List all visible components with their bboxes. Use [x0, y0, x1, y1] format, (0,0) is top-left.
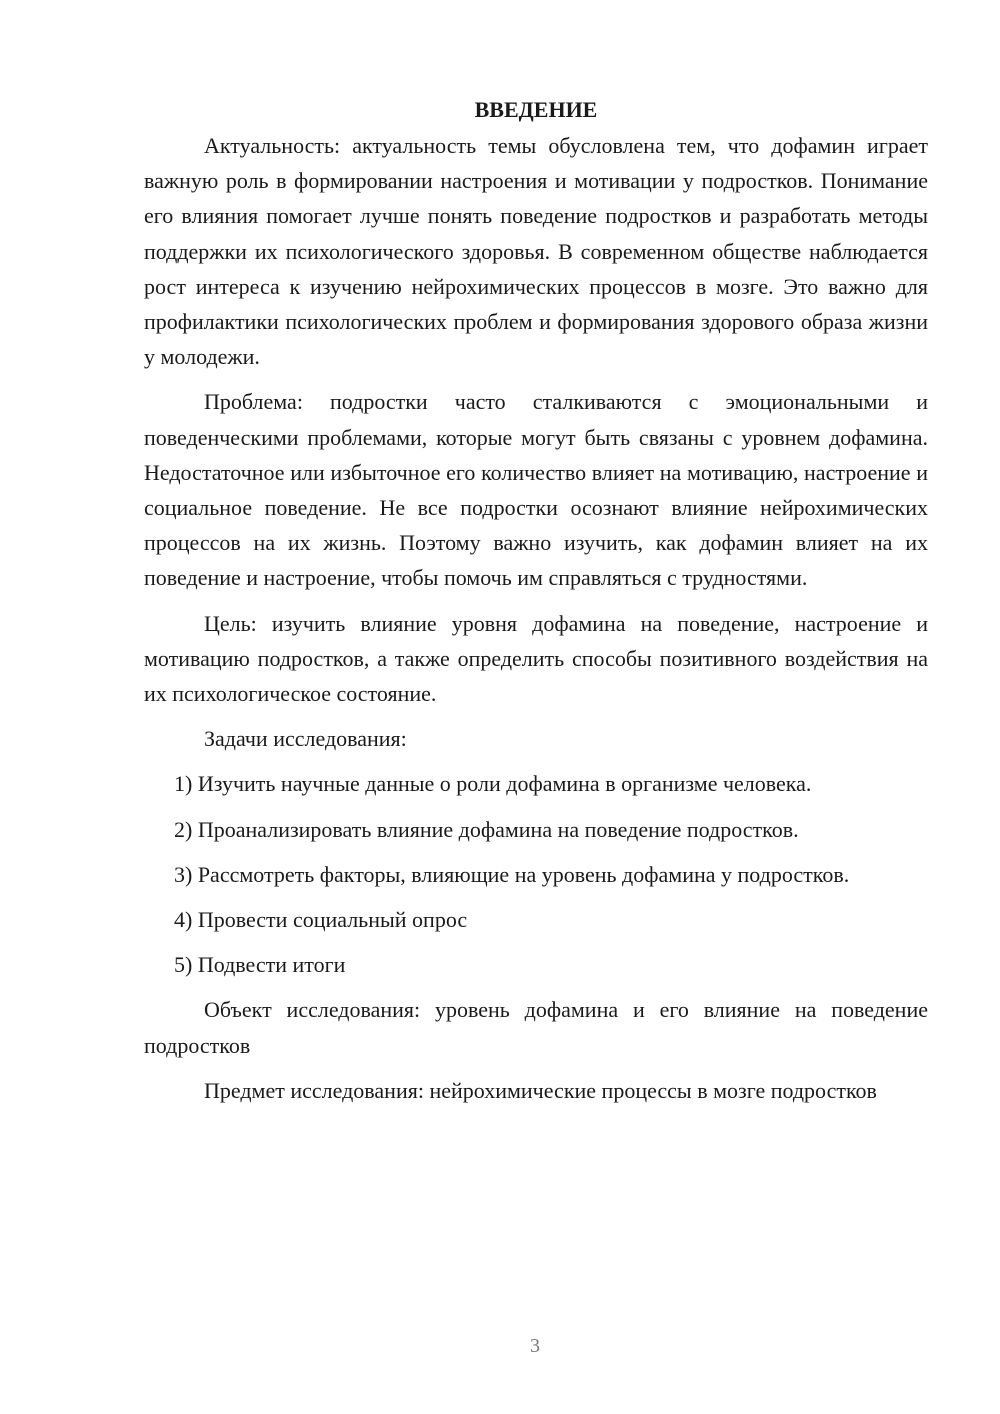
task-item-1: 1) Изучить научные данные о роли дофамина в организме человека. [174, 771, 812, 797]
tasks-heading: Задачи исследования: [204, 726, 407, 752]
document-page [144, 92, 928, 1118]
problem-paragraph: Проблема: подростки часто сталкиваются с эмоциональными и поведенческими проблемами, которые могут быть связаны с уровнем дофамина. Недостаточное или избыточное его количество влияет на мотивацию, настроение и социальное поведение. Не все подростки осознают влияние нейрохимических процессов на их жизнь. Поэтому важно изучить, как дофамин влияет на их поведение и настроение, чтобы помочь им справляться с трудностями. [144, 389, 928, 591]
relevance-paragraph: Актуальность: актуальность темы обусловлена тем, что дофамин играет важную роль в формировании настроения и мотивации у подростков. Понимание его влияния помогает лучше понять поведение подростков и разработать методы поддержки их психологического здоровья. В современном обществе наблюдается рост интереса к изучению нейрохимических процессов в мозге. Это важно для профилактики психологических проблем и формирования здорового образа жизни у молодежи. [144, 133, 928, 370]
object-paragraph: Объект исследования: уровень дофамина и его влияние на поведение подростков [144, 997, 928, 1058]
subject-paragraph: Предмет исследования: нейрохимические процессы в мозге подростков [204, 1077, 877, 1103]
task-item-4: 4) Провести социальный опрос [174, 907, 468, 933]
task-item-3: 3) Рассмотреть факторы, влияющие на уровень дофамина у подростков. [174, 861, 850, 887]
task-item-2: 2) Проанализировать влияние дофамина на поведение подростков. [174, 816, 799, 842]
task-item-5: 5) Подвести итоги [174, 952, 346, 978]
page-title: ВВЕДЕНИЕ [474, 97, 598, 122]
goal-paragraph: Цель: изучить влияние уровня дофамина на поведение, настроение и мотивацию подростков, а также определить способы позитивного воздействия на их психологическое состояние. [144, 610, 928, 707]
page-number: 3 [530, 1335, 540, 1357]
